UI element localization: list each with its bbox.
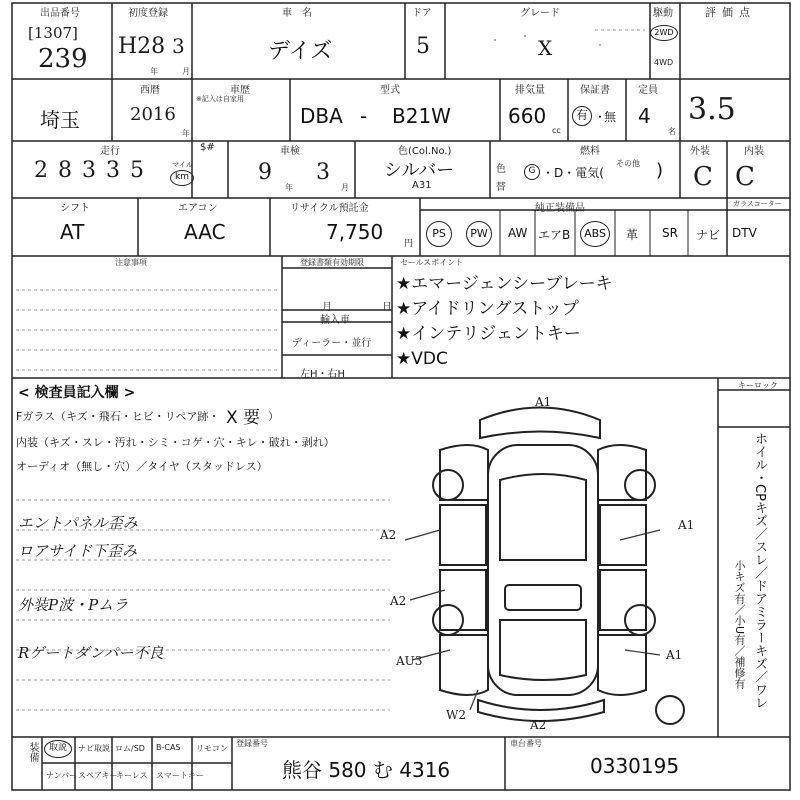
roof: [505, 585, 581, 610]
equip-navi: ナビ: [696, 228, 721, 242]
reg-valid-day: 日: [382, 302, 392, 313]
exterior-grade: C: [693, 162, 713, 192]
doors-label: ドア: [412, 8, 432, 19]
color-change-1: 色: [496, 164, 506, 175]
color-change-2: 替: [496, 182, 506, 193]
model-label: 型式: [380, 85, 400, 96]
chassis-label: 車台番号: [510, 739, 542, 748]
right-rear-fender: [598, 635, 646, 695]
footer-equipment-label: 装備: [27, 742, 38, 762]
model-dash: -: [360, 104, 368, 128]
equip-ps-circled: PS: [426, 221, 452, 247]
grade-label: グレード: [520, 8, 560, 19]
side-text: ホイル・CPキズ／スレ／ドアミラーキズ／ワレ: [752, 432, 767, 709]
shift: AT: [60, 220, 85, 244]
first-reg-year: H28: [118, 34, 166, 59]
exterior-label: 外装: [690, 146, 710, 157]
sales-point: ★エマージェンシーブレーキ: [396, 274, 613, 294]
interior-label: 内装: [744, 146, 764, 157]
damage-mark: W2: [446, 708, 466, 722]
drive-label: 駆動: [653, 8, 673, 19]
audio-line: オーディオ（無し・穴）／タイヤ（スタッドレス）: [16, 460, 268, 473]
displacement: 660: [508, 104, 547, 128]
car-name-label: 車 名: [282, 8, 312, 19]
equip-sr: SR: [662, 226, 678, 240]
left-rear-fender: [440, 635, 488, 695]
warranty-label: 保証書: [580, 85, 610, 96]
steering-options: 左H・右H: [300, 369, 346, 380]
fuel-label: 燃料: [580, 146, 600, 157]
year-unit: 年: [150, 67, 158, 76]
damage-mark: A1: [666, 648, 683, 662]
mileage-digit: 3: [106, 158, 120, 183]
capacity-unit: 名: [668, 127, 676, 136]
chassis-number: 0330195: [590, 754, 680, 778]
footer-item: キーレス: [116, 771, 148, 780]
side-text-2: 小キズ有／小U有／補修有: [733, 560, 746, 690]
rear-window: [500, 620, 586, 680]
color-label: 色(Col.No.): [398, 146, 452, 157]
equip-dtv: DTV: [732, 226, 757, 240]
glass-close: ）: [268, 410, 279, 423]
recycle-amount: 7,750: [326, 220, 384, 244]
recycle-unit: 円: [404, 239, 414, 249]
warranty-sep: ・: [594, 110, 607, 124]
inspector-note: ロアサイド下歪み: [18, 542, 137, 560]
footer-item: スマートキー: [156, 771, 204, 780]
equip-airbag: エアB: [538, 228, 571, 242]
reg-valid-label: 登録書類有効期限: [300, 258, 364, 267]
damage-mark: AU3: [396, 654, 423, 668]
guard-label: ガラスコーター: [733, 200, 782, 208]
capacity-label: 定員: [638, 85, 658, 96]
damage-mark: A1: [678, 518, 695, 532]
inspector-note: エントパネル歪み: [18, 514, 138, 532]
doors: 5: [416, 34, 430, 59]
mileage-digit: 2: [34, 158, 48, 183]
recycle-label: リサイクル預託金: [290, 203, 369, 214]
month-unit: 月: [182, 67, 190, 76]
color-name: シルバー: [384, 160, 455, 181]
drive-4wd: 4WD: [654, 58, 674, 67]
wheel-fl: [433, 470, 463, 500]
inspection-year-unit: 年: [285, 183, 293, 192]
score: 3.5: [688, 92, 736, 127]
history-label: 車歴: [230, 85, 250, 96]
interior-grade: C: [735, 162, 755, 192]
model-prefix: DBA: [300, 104, 343, 128]
mileage-digit: 8: [58, 158, 72, 183]
key-label: キーロック: [738, 381, 778, 390]
footer-item: スペアキー: [78, 771, 118, 780]
damage-mark: A2: [380, 528, 397, 542]
footer-item: ナビ取説: [78, 744, 110, 753]
fuel-options: ・D・電気(: [542, 166, 604, 180]
import-label: 輸入車: [320, 315, 350, 326]
windshield: [500, 474, 586, 560]
mileage-digit: 3: [82, 158, 96, 183]
inspector-title: < 検査員記入欄 >: [18, 385, 136, 401]
footer-item: ロム/SD: [115, 744, 145, 753]
mileage-digit: 5: [130, 158, 144, 183]
left-front-door: [440, 505, 486, 565]
footer-manual-circled: 取説: [44, 740, 72, 758]
first-reg-month: 3: [172, 34, 185, 58]
inspection-label: 車検: [280, 146, 300, 157]
inspector-note: Rゲートダンパー不良: [18, 644, 164, 662]
equipment-label: 純正装備品: [535, 203, 585, 214]
damage-mark: A2: [390, 594, 407, 608]
footer-item: リモコン: [196, 744, 228, 753]
aircon: AAC: [184, 220, 226, 244]
region-text: 埼玉: [40, 108, 80, 132]
sales-point: ★インテリジェントキー: [396, 324, 581, 344]
right-front-fender: [598, 445, 646, 500]
warranty-yes-circled: 有: [572, 106, 592, 126]
history-note: ※記入は自家用: [196, 95, 244, 103]
lot-number: 239: [38, 44, 88, 74]
damage-mark: A2: [530, 718, 547, 732]
caution-label: 注意事項: [115, 258, 147, 267]
lot-code: [1307]: [28, 24, 78, 42]
sales-label: セールスポイント: [400, 258, 464, 267]
equip-leather: 革: [626, 228, 639, 242]
shift-label: シフト: [60, 203, 90, 214]
displacement-unit: cc: [552, 126, 561, 135]
fuel-other: その他: [616, 159, 640, 168]
mileage-unit-km-circled: km: [170, 170, 194, 186]
inspector-note: 外装P波・Pムラ: [18, 596, 129, 614]
grade: X: [538, 36, 553, 60]
car-name: デイズ: [268, 39, 333, 64]
drive-2wd-circled: 2WD: [650, 25, 678, 41]
car-body: [488, 445, 598, 695]
footer-item: ナンバー: [46, 771, 78, 780]
aircon-label: エアコン: [178, 203, 218, 214]
glass-line: Fガラス（キズ・飛石・ヒビ・リペア跡・: [16, 410, 220, 423]
western-year-label: 西暦: [140, 85, 160, 96]
interior-line: 内装（キズ・スレ・汚れ・シミ・コゲ・穴・キレ・破れ・剥れ）: [16, 436, 335, 449]
equip-abs-circled: ABS: [580, 221, 610, 247]
capacity: 4: [638, 104, 651, 128]
damage-mark: A1: [535, 395, 552, 409]
equip-pw-circled: PW: [466, 221, 492, 247]
inspection-month-unit: 月: [341, 183, 349, 192]
score-label: 評価点: [705, 6, 756, 19]
equip-aw: AW: [508, 226, 528, 240]
mileage-label: 走行: [100, 146, 120, 157]
western-year: 2016: [130, 104, 176, 125]
footer-item: B-CAS: [156, 743, 181, 752]
sales-point: ★VDC: [396, 349, 448, 369]
first-reg-label: 初度登録: [128, 8, 168, 19]
color-code: A31: [412, 180, 432, 191]
reg-number-label: 登録番号: [236, 739, 268, 748]
dealer-option: ディーラー・並行: [292, 338, 372, 349]
reg-valid-month: 月: [322, 302, 332, 313]
fuel-gasoline-circled: G: [524, 164, 540, 180]
mileage-unit-mile: マイル: [172, 161, 193, 169]
fuel-close: ): [656, 160, 664, 181]
left-front-fender: [440, 445, 488, 500]
sx-label: $#: [200, 142, 215, 153]
sales-point: ★アイドリングストップ: [396, 299, 579, 319]
warranty-no: 無: [604, 110, 617, 124]
inspection-month: 3: [316, 160, 330, 185]
glass-mark: X 要: [226, 408, 261, 428]
spare-tire: [656, 696, 684, 724]
front-bumper: [480, 408, 600, 439]
model-code: B21W: [392, 104, 451, 128]
inspection-year: 9: [258, 160, 272, 185]
reg-number: 熊谷 580 む 4316: [282, 758, 451, 782]
lot-label: 出品番号: [40, 8, 80, 19]
right-rear-door: [600, 570, 646, 630]
wheel-fr: [625, 470, 655, 500]
western-year-unit: 年: [182, 129, 190, 138]
displacement-label: 排気量: [515, 85, 545, 96]
